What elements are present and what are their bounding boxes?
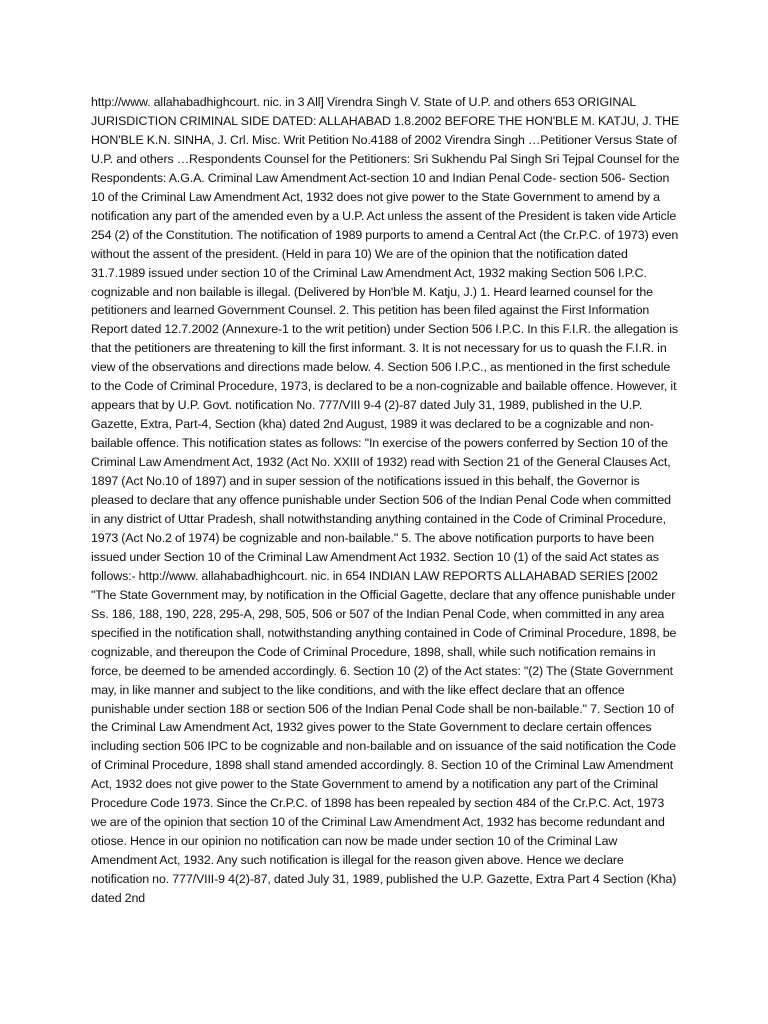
judgment-body-text: http://www. allahabadhighcourt. nic. in 3 All] Virendra Singh V. State of U.P. and others 653 ORIGINAL JURISDICTION CRIMINAL SIDE DATED: ALLAHABAD 1.8.2002 BEFORE THE HON'BLE M. KATJU, J. THE HON'BLE K.N. SINHA, J. Crl. Misc. Writ Petition No.4188 of 2002 Virendra Singh …Petitioner Versus State of U.P. and others …Respondents Counsel for the Petitioners: Sri Sukhendu Pal Singh Sri Tejpal Counsel for the Respondents: A.G.A. Criminal Law Amendment Act-section 10 and Indian Penal Code- section 506- Section 10 of the Criminal Law Amendment Act, 1932 does not give power to the State Government to amend by a notification any part of the amended even by a U.P. Act unless the assent of the President is taken vide Article 254 (2) of the Constitution. The notification of 1989 purports to amend a Central Act (the Cr.P.C. of 1973) even without the assent of the president. (Held in para 10) We are of the opinion that the notification dated 31.7.1989 issued under section 10 of the Criminal Law Amendment Act, 1932 making Section 506 I.P.C. cognizable and non bailable is illegal. (Delivered by Hon'ble M. Katju, J.) 1. Heard learned counsel for the petitioners and learned Government Counsel. 2. This petition has been filed against the First Information Report dated 12.7.2002 (Annexure-1 to the writ petition) under Section 506 I.P.C. In this F.I.R. the allegation is that the petitioners are threatening to kill the first informant. 3. It is not necessary for us to quash the F.I.R. in view of the observations and directions made below. 4. Section 506 I.P.C., as mentioned in the first schedule to the Code of Criminal Procedure, 1973, is declared to be a non-cognizable and bailable offence. However, it appears that by U.P. Govt. notification No. 777/VIII 9-4 (2)-87 dated July 31, 1989, published in the U.P. Gazette, Extra, Part-4, Section (kha) dated 2nd August, 1989 it was declared to be a cognizable and non-bailable offence. This notification states as follows: "In exercise of the powers conferred by Section 10 of the Criminal Law Amendment Act, 1932 (Act No. XXIII of 1932) read with Section 21 of the General Clauses Act, 1897 (Act No.10 of 1897) and in super session of the notifications issued in this behalf, the Governor is pleased to declare that any offence punishable under Section 506 of the Indian Penal Code when committed in any district of Uttar Pradesh, shall notwithstanding anything contained in the Code of Criminal Procedure, 1973 (Act No.2 of 1974) be cognizable and non-bailable." 5. The above notification purports to have been issued under Section 10 of the Criminal Law Amendment Act 1932. Section 10 (1) of the said Act states as follows:- http://www. allahabadhighcourt. nic. in 654 INDIAN LAW REPORTS ALLAHABAD SERIES [2002 "The State Government may, by notification in the Official Gagette, declare that any offence punishable under Ss. 186, 188, 190, 228, 295-A, 298, 505, 506 or 507 of the Indian Penal Code, when committed in any area specified in the notification shall, notwithstanding anything contained in Code of Criminal Procedure, 1898, be cognizable, and thereupon the Code of Criminal Procedure, 1898, shall, while such notification remains in force, be deemed to be amended accordingly. 6. Section 10 (2) of the Act states: "(2) The (State Government may, in like manner and subject to the like conditions, and with the like effect declare that an offence punishable under section 188 or section 506 of the Indian Penal Code shall be non-bailable." 7. Section 10 of the Criminal Law Amendment Act, 1932 gives power to the State Government to declare certain offences including section 506 IPC to be cognizable and non-bailable and on issuance of the said notification the Code of Criminal Procedure, 1898 shall stand amended accordingly. 8. Section 10 of the Criminal Law Amendment Act, 1932 does not give power to the State Government to amend by a notification any part of the Criminal Procedure Code 1973. Since the Cr.P.C. of 1898 has been repealed by section 484 of the Cr.P.C. Act, 1973 we are of the opinion that section 10 of the Criminal Law Amendment Act, 1932 has become redundant and otiose. Hence in our opinion no notification can now be made under section 10 of the Criminal Law Amendment Act, 1932. Any such notification is illegal for the reason given above. Hence we declare notification no. 777/VIII-9 4(2)-87, dated July 31, 1989, published the U.P. Gazette, Extra Part 4 Section (Kha) dated 2nd: [91, 95, 680, 906]
